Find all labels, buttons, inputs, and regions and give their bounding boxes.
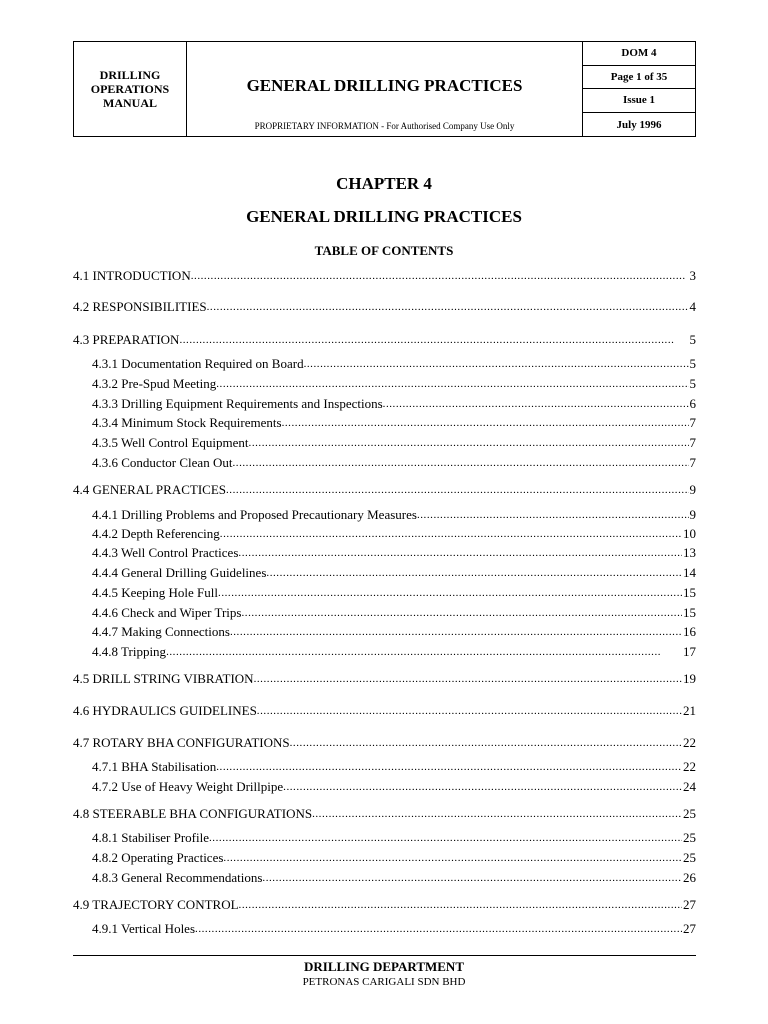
toc-entry-page: 17 — [683, 644, 696, 659]
toc-entry-label: 4.8.1 Stabiliser Profile — [92, 830, 209, 845]
toc-entry[interactable] — [92, 563, 696, 581]
toc-entry-label: 4.4.8 Tripping — [92, 644, 167, 659]
dot-leader — [254, 670, 682, 687]
toc-entry-label: 4.3.1 Documentation Required on Board — [92, 356, 304, 371]
toc-entry-label: 4.8.2 Operating Practices — [92, 850, 224, 865]
toc-entry-label: 4.6 HYDRAULICS GUIDELINES — [73, 703, 257, 718]
dot-leader — [226, 481, 689, 498]
toc-entry-page: 15 — [683, 605, 696, 620]
manual-name-line: OPERATIONS — [90, 82, 170, 96]
toc-entry-page: 7 — [689, 435, 696, 450]
toc-entry[interactable] — [92, 622, 696, 640]
toc-entry[interactable] — [92, 453, 696, 471]
dot-leader — [223, 849, 682, 866]
toc-entry-label: 4.3.4 Minimum Stock Requirements — [92, 415, 282, 430]
toc-entry-page: 7 — [689, 415, 696, 430]
footer-department: DRILLING DEPARTMENT — [303, 959, 464, 974]
page-number: Page 1 of 35 — [583, 66, 695, 90]
toc-entry-page: 22 — [683, 735, 696, 750]
toc-entry-label: 4.4 GENERAL PRACTICES — [73, 482, 226, 497]
header-title: GENERAL DRILLING PRACTICES — [246, 76, 523, 95]
toc-entry-page: 9 — [689, 507, 696, 522]
toc-entry[interactable] — [73, 733, 696, 751]
dot-leader — [230, 623, 682, 640]
toc-entry-page: 27 — [683, 897, 696, 912]
toc-entry-label: 4.3.6 Conductor Clean Out — [92, 455, 233, 470]
toc-entry-page: 5 — [689, 376, 696, 391]
toc-entry-label: 4.4.5 Keeping Hole Full — [92, 585, 219, 600]
proprietary-notice: PROPRIETARY INFORMATION - For Authorised Company Use Only — [254, 121, 515, 131]
manual-name-cell — [74, 42, 187, 136]
dot-leader — [283, 778, 682, 795]
dot-leader — [166, 643, 682, 660]
dot-leader — [417, 506, 689, 523]
toc-entry-page: 24 — [683, 779, 696, 794]
toc-entry-label: 4.8.3 General Recommendations — [92, 870, 263, 885]
document-header — [73, 41, 696, 137]
toc-entry-label: 4.1 INTRODUCTION — [73, 268, 191, 283]
toc-entry-label: 4.3.5 Well Control Equipment — [92, 435, 249, 450]
toc-entry[interactable] — [92, 642, 696, 660]
toc-entry-label: 4.9.1 Vertical Holes — [92, 921, 196, 936]
footer-company: PETRONAS CARIGALI SDN BHD — [302, 976, 466, 988]
toc-entry-label: 4.4.6 Check and Wiper Trips — [92, 605, 242, 620]
toc-entry[interactable] — [73, 266, 696, 284]
toc-entry[interactable] — [92, 919, 696, 937]
toc-entry-page: 25 — [683, 850, 696, 865]
toc-entry-label: 4.5 DRILL STRING VIBRATION — [73, 671, 254, 686]
toc-entry-page: 16 — [683, 624, 696, 639]
dot-leader — [216, 758, 682, 775]
toc-entry[interactable] — [92, 828, 696, 846]
toc-entry-label: 4.3.2 Pre-Spud Meeting — [92, 376, 217, 391]
dot-leader — [191, 267, 689, 284]
toc-entry-page: 7 — [689, 455, 696, 470]
toc-entry-label: 4.2 RESPONSIBILITIES — [73, 299, 207, 314]
footer-divider — [73, 955, 696, 956]
dot-leader — [383, 395, 689, 412]
header-title-cell — [187, 42, 582, 136]
dot-leader — [207, 298, 689, 315]
toc-entry[interactable] — [92, 394, 696, 412]
toc-entry-page: 9 — [689, 482, 696, 497]
toc-entry[interactable] — [92, 433, 696, 451]
dot-leader — [220, 525, 682, 542]
toc-entry-label: 4.7.2 Use of Heavy Weight Drillpipe — [92, 779, 284, 794]
dot-leader — [266, 564, 682, 581]
toc-entry[interactable] — [92, 413, 696, 431]
toc-entry-page: 22 — [683, 759, 696, 774]
toc-entry[interactable] — [92, 848, 696, 866]
dot-leader — [241, 604, 682, 621]
dot-leader — [282, 414, 689, 431]
toc-entry[interactable] — [73, 895, 696, 913]
toc-entry-page: 3 — [689, 268, 696, 283]
toc-entry-label: 4.3.3 Drilling Equipment Requirements and Inspections — [92, 396, 383, 411]
issue-date: July 1996 — [616, 118, 662, 131]
toc-entry[interactable] — [92, 757, 696, 775]
dot-leader — [312, 805, 682, 822]
toc-entry-label: 4.7 ROTARY BHA CONFIGURATIONS — [73, 735, 290, 750]
toc-entry[interactable] — [92, 354, 696, 372]
toc-entry-page: 27 — [683, 921, 696, 936]
dot-leader — [232, 454, 688, 471]
toc-entry-label: 4.4.4 General Drilling Guidelines — [92, 565, 267, 580]
toc-entry-label: 4.4.7 Making Connections — [92, 624, 230, 639]
toc-entry[interactable] — [73, 480, 696, 498]
toc-heading: TABLE OF CONTENTS — [314, 243, 454, 258]
toc-entry-label: 4.3 PREPARATION — [73, 332, 180, 347]
manual-name-line: DRILLING — [99, 68, 161, 82]
toc-entry-page: 19 — [683, 671, 696, 686]
toc-entry-page: 21 — [683, 703, 696, 718]
toc-entry[interactable] — [92, 868, 696, 886]
toc-entry-page: 15 — [683, 585, 696, 600]
toc-entry-label: 4.9 TRAJECTORY CONTROL — [73, 897, 239, 912]
dot-leader — [216, 375, 688, 392]
toc-entry[interactable] — [92, 505, 696, 523]
toc-entry[interactable] — [73, 669, 696, 687]
toc-entry[interactable] — [73, 330, 696, 348]
toc-entry[interactable] — [92, 524, 696, 542]
toc-entry-label: 4.4.1 Drilling Problems and Proposed Precautionary Measures — [92, 507, 417, 522]
dot-leader — [257, 702, 682, 719]
toc-entry-label: 4.4.3 Well Control Practices — [92, 545, 239, 560]
toc-entry[interactable] — [92, 777, 696, 795]
toc-entry[interactable] — [73, 297, 696, 315]
toc-entry-page: 5 — [689, 356, 696, 371]
toc-entry[interactable] — [92, 543, 696, 561]
doc-id: DOM 4 — [583, 42, 695, 66]
chapter-title: GENERAL DRILLING PRACTICES — [246, 207, 522, 226]
manual-name-line: MANUAL — [103, 96, 157, 110]
toc-entry[interactable] — [92, 374, 696, 392]
toc-entry[interactable] — [73, 701, 696, 719]
toc-entry[interactable] — [92, 583, 696, 601]
toc-entry-label: 4.4.2 Depth Referencing — [92, 526, 220, 541]
dot-leader — [262, 869, 682, 886]
dot-leader — [179, 331, 688, 348]
dot-leader — [249, 434, 689, 451]
dot-leader — [290, 734, 682, 751]
toc-entry-page: 5 — [689, 332, 696, 347]
dot-leader — [304, 355, 689, 372]
dot-leader — [209, 829, 682, 846]
toc-entry-page: 26 — [683, 870, 696, 885]
toc-entry-page: 10 — [683, 526, 696, 541]
dot-leader — [238, 544, 682, 561]
toc-entry[interactable] — [92, 603, 696, 621]
toc-entry-page: 25 — [683, 830, 696, 845]
toc-entry-label: 4.8 STEERABLE BHA CONFIGURATIONS — [73, 806, 313, 821]
toc-entry-page: 13 — [683, 545, 696, 560]
header-meta-cell — [582, 42, 695, 136]
dot-leader — [195, 920, 682, 937]
toc-entry-label: 4.7.1 BHA Stabilisation — [92, 759, 217, 774]
toc-entry-page: 4 — [689, 299, 696, 314]
issue-number: Issue 1 — [583, 89, 695, 113]
dot-leader — [239, 896, 682, 913]
dot-leader — [218, 584, 682, 601]
toc-entry-page: 25 — [683, 806, 696, 821]
toc-entry[interactable] — [73, 804, 696, 822]
toc-entry-page: 14 — [683, 565, 696, 580]
chapter-number: CHAPTER 4 — [336, 174, 432, 193]
toc-entry-page: 6 — [689, 396, 696, 411]
